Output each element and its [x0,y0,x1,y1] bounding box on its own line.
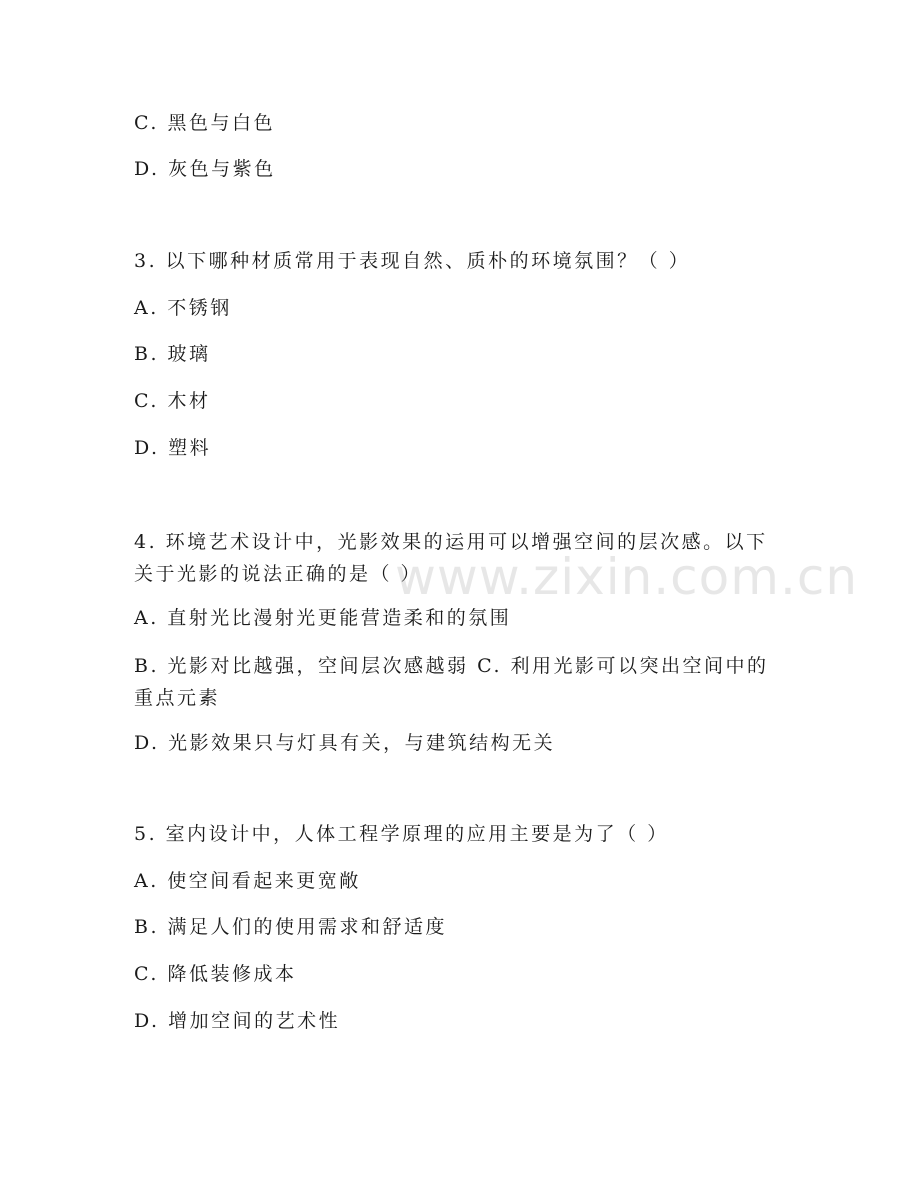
option-b-c-q4: B. 光影对比越强，空间层次感越弱 C. 利用光影可以突出空间中的重点元素 [134,655,769,709]
option-d-q3: D. 塑料 [134,437,212,459]
question-4: 4. 环境艺术设计中，光影效果的运用可以增强空间的层次感。以下关于光影的说法正确的是（ ） [134,531,768,585]
option-c-q2: C. 黑色与白色 [134,112,275,134]
option-a-q3: A. 不锈钢 [134,297,232,319]
question-3: 3. 以下哪种材质常用于表现自然、质朴的环境氛围？（ ） [134,250,691,272]
option-d-q2: D. 灰色与紫色 [134,158,276,180]
option-b-q5: B. 满足人们的使用需求和舒适度 [134,916,448,938]
option-a-q5: A. 使空间看起来更宽敞 [134,870,361,892]
option-a-q4: A. 直射光比漫射光更能营造柔和的氛围 [134,607,512,629]
option-d-q5: D. 增加空间的艺术性 [134,1010,341,1032]
option-d-q4: D. 光影效果只与灯具有关，与建筑结构无关 [134,732,556,754]
option-c-q5: C. 降低装修成本 [134,963,297,985]
option-b-q3: B. 玻璃 [134,343,211,365]
question-5: 5. 室内设计中，人体工程学原理的应用主要是为了（ ） [134,823,669,845]
option-c-q3: C. 木材 [134,390,211,412]
watermark: www.zixin.com.cn [395,548,859,606]
